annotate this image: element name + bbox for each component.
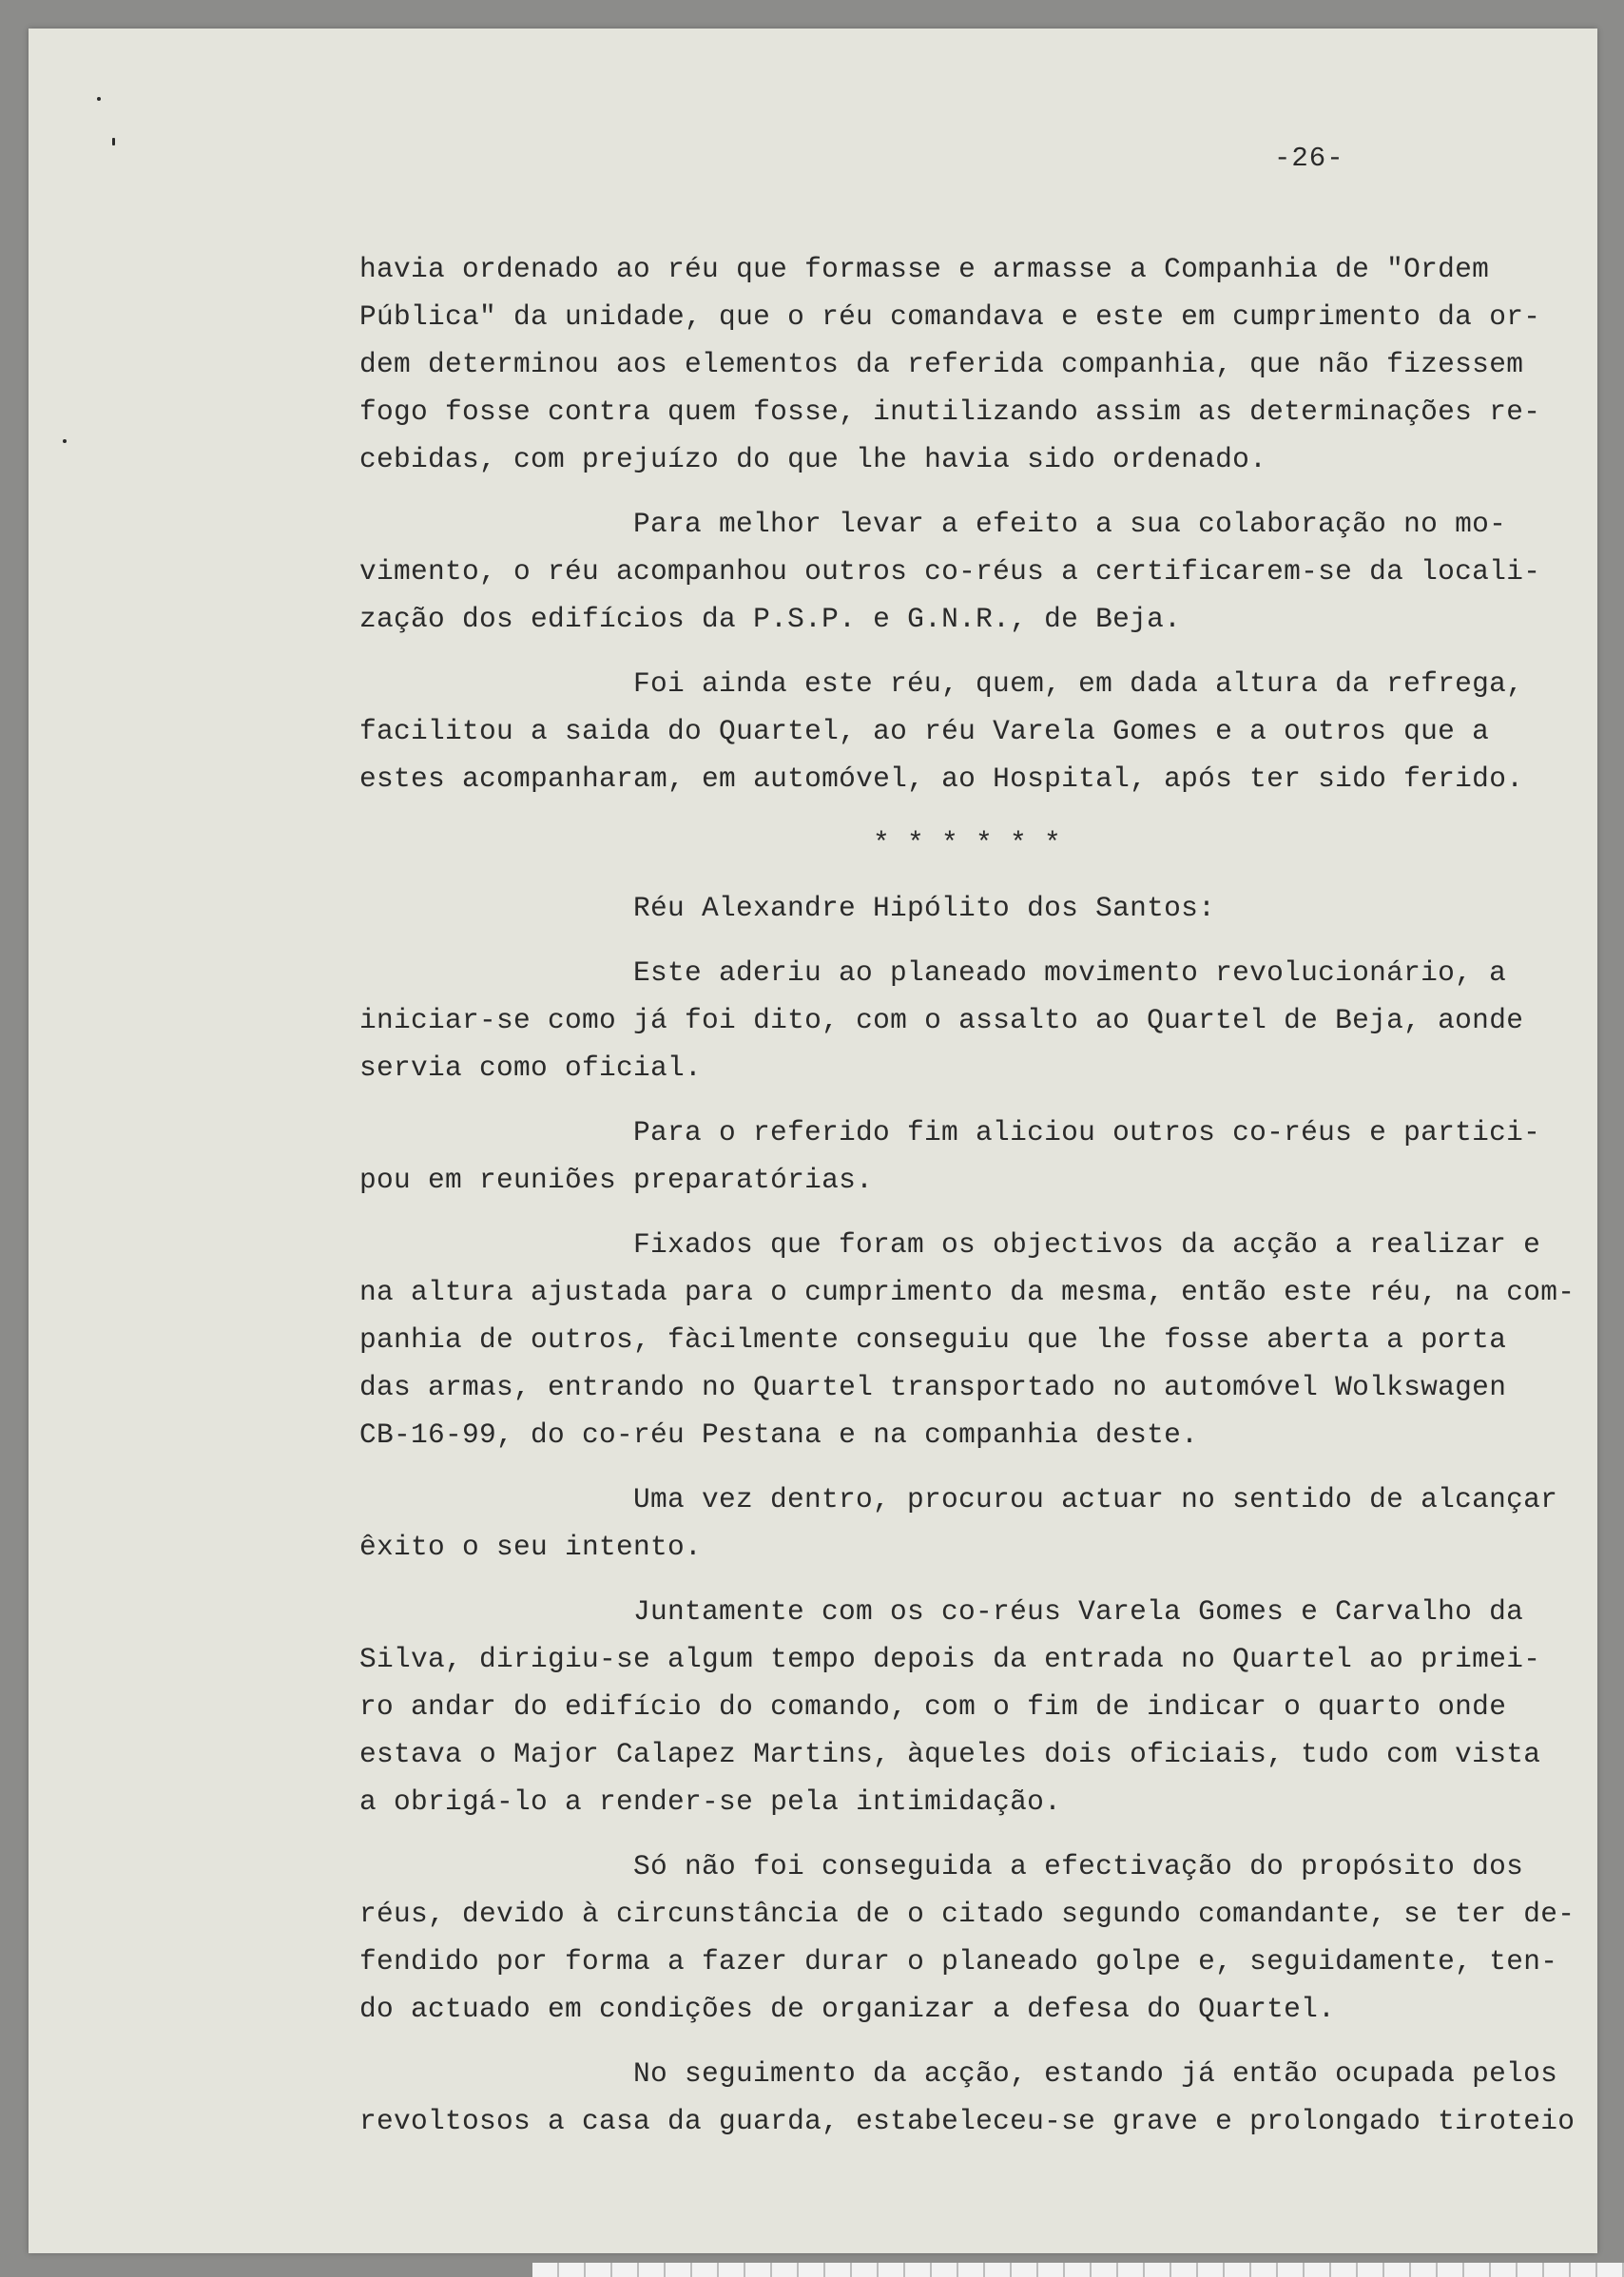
text-line: havia ordenado ao réu que formasse e armasse a Companhia de "Ordem [359,253,1490,285]
margin-speck [112,138,115,145]
margin-speck [63,439,67,443]
text-line: estes acompanharam, em automóvel, ao Hospital, após ter sido ferido. [359,762,1524,795]
text-line: cebidas, com prejuízo do que lhe havia sido ordenado. [359,443,1267,475]
text-line: Para o referido fim aliciou outros co-réus e partici- [633,1116,1541,1148]
text-line: revoltosos a casa da guarda, estabeleceu-se grave e prolongado tiroteio [359,2105,1576,2137]
paragraph [359,1843,1586,2033]
text-line: das armas, entrando no Quartel transportado no automóvel Wolkswagen [359,1371,1507,1403]
paragraph [359,1221,1586,1458]
text-line: panhia de outros, fàcilmente conseguiu que lhe fosse aberta a porta [359,1323,1507,1356]
text-line: réus, devido à circunstância de o citado segundo comandante, se ter de- [359,1898,1576,1930]
paragraph [359,1109,1586,1204]
text-line: a obrigá-lo a render-se pela intimidação. [359,1785,1062,1818]
page-number: -26- [1274,143,1344,174]
paragraph [359,500,1586,643]
paragraph [359,1476,1586,1571]
text-line: No seguimento da acção, estando já então ocupada pelos [633,2057,1558,2090]
text-line: fogo fosse contra quem fosse, inutilizando assim as determinações re- [359,396,1541,428]
text-line: CB-16-99, do co-réu Pestana e na companhia deste. [359,1418,1199,1451]
document-page [29,29,1597,2253]
text-line: do actuado em condições de organizar a defesa do Quartel. [359,1993,1336,2025]
text-line: estava o Major Calapez Martins, àqueles dois oficiais, tudo com vista [359,1738,1541,1770]
text-line: Foi ainda este réu, quem, em dada altura da refrega, [633,667,1524,700]
paragraph [359,1588,1586,1825]
text-line: Este aderiu ao planeado movimento revolucionário, a [633,956,1507,989]
text-line: Silva, dirigiu-se algum tempo depois da entrada no Quartel ao primei- [359,1643,1541,1675]
text-line: Uma vez dentro, procurou actuar no sentido de alcançar [633,1483,1558,1515]
text-line: Réu Alexandre Hipólito dos Santos: [633,892,1216,924]
text-line: servia como oficial. [359,1052,703,1084]
text-line: fendido por forma a fazer durar o planeado golpe e, seguidamente, ten- [359,1945,1558,1978]
paragraph [359,245,1586,483]
paragraph [359,2050,1586,2145]
text-line: ro andar do edifício do comando, com o fim de indicar o quarto onde [359,1690,1507,1723]
text-line: Juntamente com os co-réus Varela Gomes e Carvalho da [633,1595,1524,1628]
paragraph [359,949,1586,1091]
text-line: pou em reuniões preparatórias. [359,1164,874,1196]
section-separator [359,820,1586,867]
margin-speck [97,97,101,101]
text-line: Para melhor levar a efeito a sua colaboração no mo- [633,508,1507,540]
text-line: iniciar-se como já foi dito, com o assalto ao Quartel de Beja, aonde [359,1004,1524,1036]
paragraph [359,660,1586,802]
text-line: na altura ajustada para o cumprimento da mesma, então este réu, na com- [359,1276,1576,1308]
scanner-ruler-strip [532,2263,1624,2277]
text-line: vimento, o réu acompanhou outros co-réus a certificarem-se da locali- [359,555,1541,588]
text-line: Pública" da unidade, que o réu comandava e este em cumprimento da or- [359,300,1541,333]
text-line: Fixados que foram os objectivos da acção a realizar e [633,1228,1541,1261]
text-line: zação dos edifícios da P.S.P. e G.N.R., de Beja. [359,603,1182,635]
asterisk-separator: * * * * * * [873,827,1062,859]
text-line: dem determinou aos elementos da referida companhia, que não fizessem [359,348,1524,380]
paragraph [359,884,1586,932]
typed-text-body [359,245,1586,2145]
text-line: facilitou a saida do Quartel, ao réu Varela Gomes e a outros que a [359,715,1490,747]
text-line: Só não foi conseguida a efectivação do propósito dos [633,1850,1524,1882]
text-line: êxito o seu intento. [359,1531,703,1563]
